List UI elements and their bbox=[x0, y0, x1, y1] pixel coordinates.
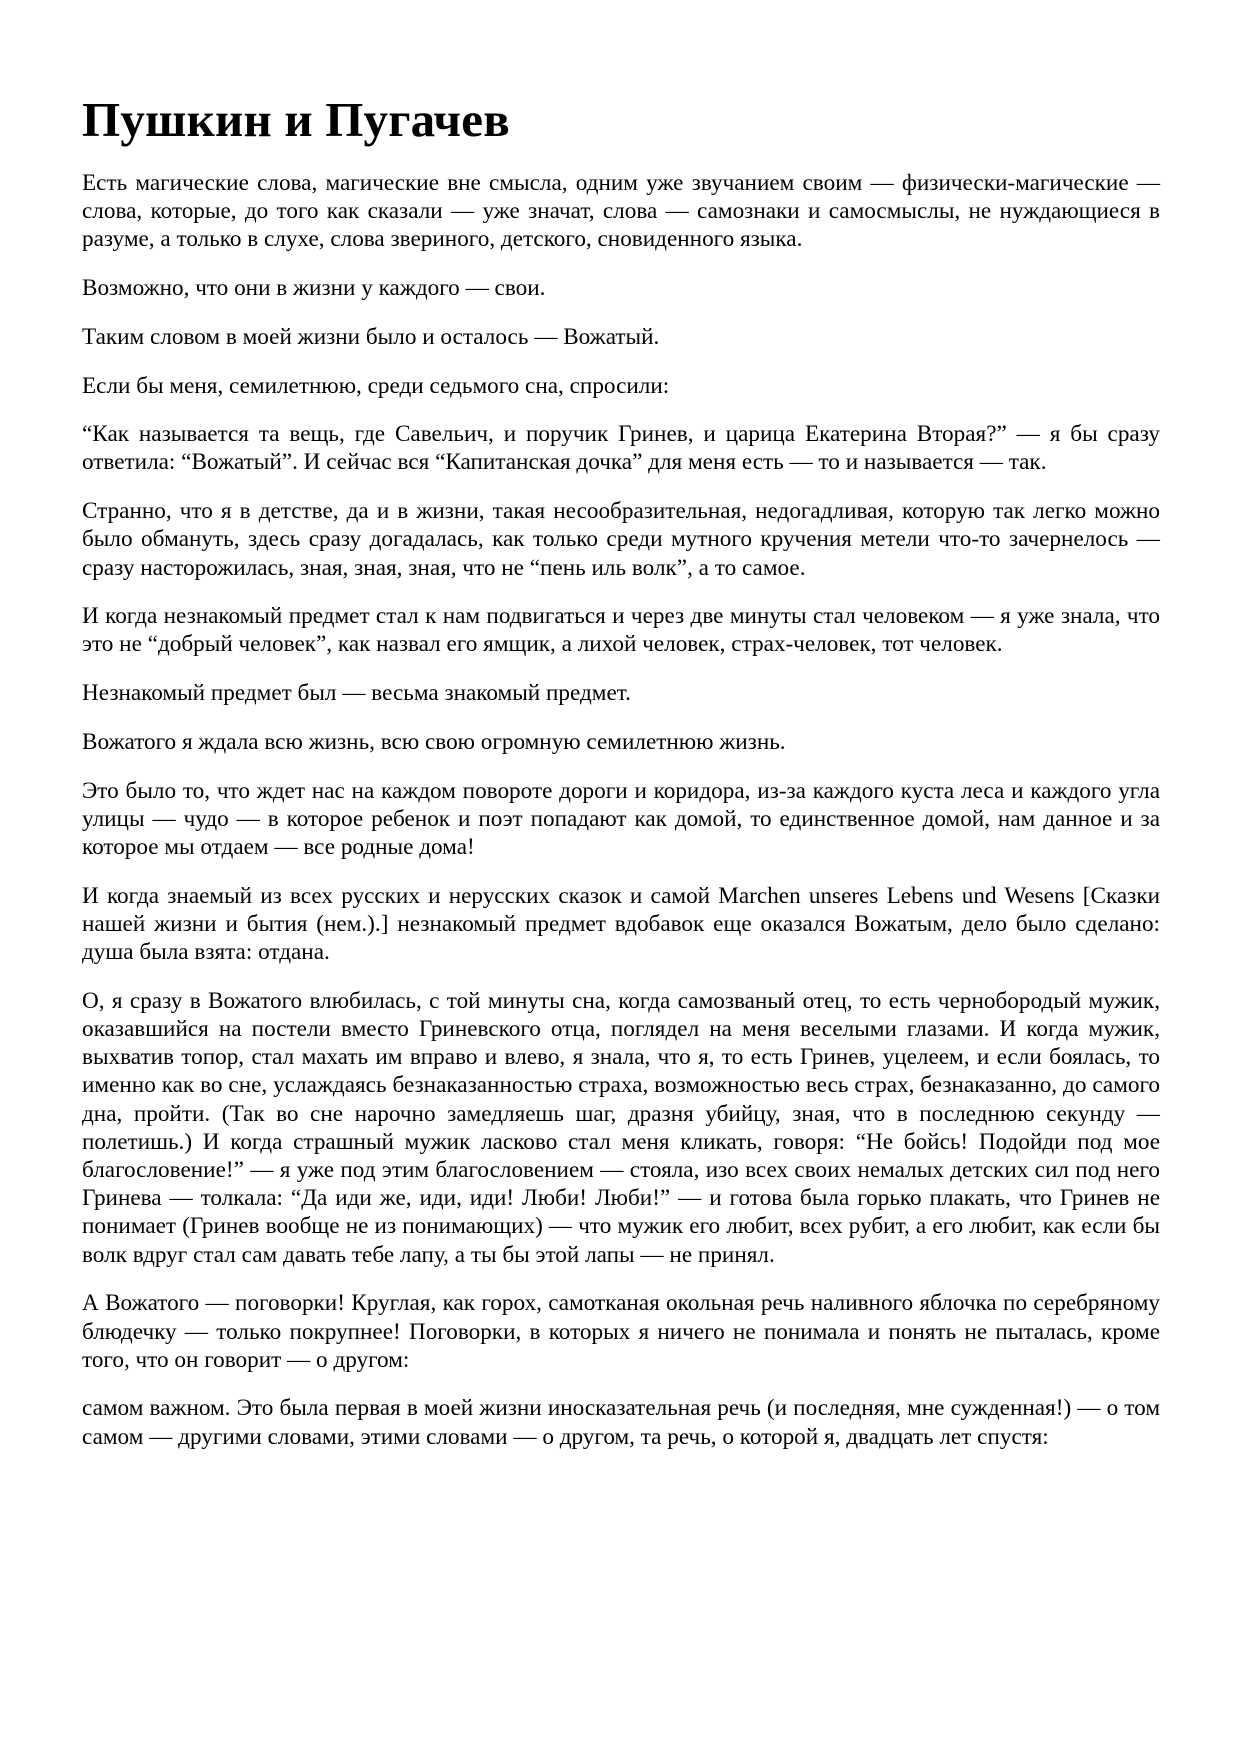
paragraph: Незнакомый предмет был — весьма знакомый предмет. bbox=[82, 680, 631, 707]
document-body bbox=[82, 169, 1160, 1451]
document-title: Пушкин и Пугачев bbox=[82, 92, 510, 147]
document-page bbox=[82, 0, 1160, 1471]
paragraph: О, я сразу в Вожатого влюбилась, с той минуты сна, когда самозваный отец, то есть чернобородый мужик, оказавшийся на постели вместо Гриневского отца, поглядел на меня веселыми глазами. И когда мужик, выхватив топор, стал махать им вправо и влево, я знала, что я, то есть Гринев, уцелеем, и если боялась, то именно как во сне, услаждаясь безнаказанностью страха, возможностью весь страх, безнаказанно, до самого дна, пройти. (Так во сне нарочно замедляешь шаг, дразня убийцу, зная, что в последнюю секунду — полетишь.) И когда страшный мужик ласково стал меня кликать, говоря: “Не бойсь! Подойди под мое благословение!” — я уже под этим благословением — стояла, изо всех своих немалых детских сил под него Гринева — толкала: “Да иди же, иди, иди! Люби! Люби!” — и готова была горько плакать, что Гринев не понимает (Гринев вообще не из понимающих) — что мужик его любит, всех рубит, а его любит, как если бы волк вдруг стал сам давать тебе лапу, а ты бы этой лапы — не принял. bbox=[82, 987, 1160, 1268]
paragraph: “Как называется та вещь, где Савельич, и поручик Гринев, и царица Екатерина Вторая?” — я бы сразу ответила: “Вожатый”. И сейчас вся “Капитанская дочка” для меня есть — то и называется — так. bbox=[82, 421, 1160, 476]
paragraph: А Вожатого — поговорки! Круглая, как горох, самотканая окольная речь наливного яблочка по серебряному блюдечку — только покрупнее! Поговорки, в которых я ничего не понимала и понять не пыталась, кроме того, что он говорит — о другом: bbox=[82, 1290, 1160, 1373]
paragraph: Если бы меня, семилетнюю, среди седьмого сна, спросили: bbox=[82, 372, 670, 399]
paragraph: Странно, что я в детстве, да и в жизни, такая несообразительная, недогадливая, которую так легко можно было обмануть, здесь сразу догадалась, как только среди мутного кручения метели что-то зачернелось — сразу насторожилась, зная, зная, зная, что не “пень иль волк”, а то самое. bbox=[82, 498, 1160, 581]
paragraph: Есть магические слова, магические вне смысла, одним уже звучанием своим — физически-магические — слова, которые, до того как сказали — уже значат, слова — самознаки и самосмыслы, не нуждающиеся в разуме, а только в слухе, слова звериного, детского, сновиденного языка. bbox=[82, 170, 1160, 253]
paragraph: самом важном. Это была первая в моей жизни иносказательная речь (и последняя, мне сужденная!) — о том самом — другими словами, этими словами — о другом, та речь, о которой я, двадцать лет спустя: bbox=[82, 1395, 1160, 1450]
paragraph: Возможно, что они в жизни у каждого — свои. bbox=[82, 275, 546, 302]
paragraph: Вожатого я ждала всю жизнь, всю свою огромную семилетнюю жизнь. bbox=[82, 728, 786, 755]
paragraph: И когда знаемый из всех русских и нерусских сказок и самой Marchen unseres Lebens und Wesens [Сказки нашей жизни и бытия (нем.).] незнакомый предмет вдобавок еще оказался Вожатым, дело было сделано: душа была взята: отдана. bbox=[82, 882, 1160, 966]
paragraph: Таким словом в моей жизни было и осталось — Вожатый. bbox=[82, 323, 660, 350]
paragraph: Это было то, что ждет нас на каждом повороте дороги и коридора, из-за каждого куста леса и каждого угла улицы — чудо — в которое ребенок и поэт попадают как домой, то единственное домой, нам данное и за которое мы отдаем — все родные дома! bbox=[82, 777, 1160, 860]
paragraph: И когда незнакомый предмет стал к нам подвигаться и через две минуты стал человеком — я уже знала, что это не “добрый человек”, как назвал его ямщик, а лихой человек, страх-человек, тот человек. bbox=[82, 603, 1160, 658]
